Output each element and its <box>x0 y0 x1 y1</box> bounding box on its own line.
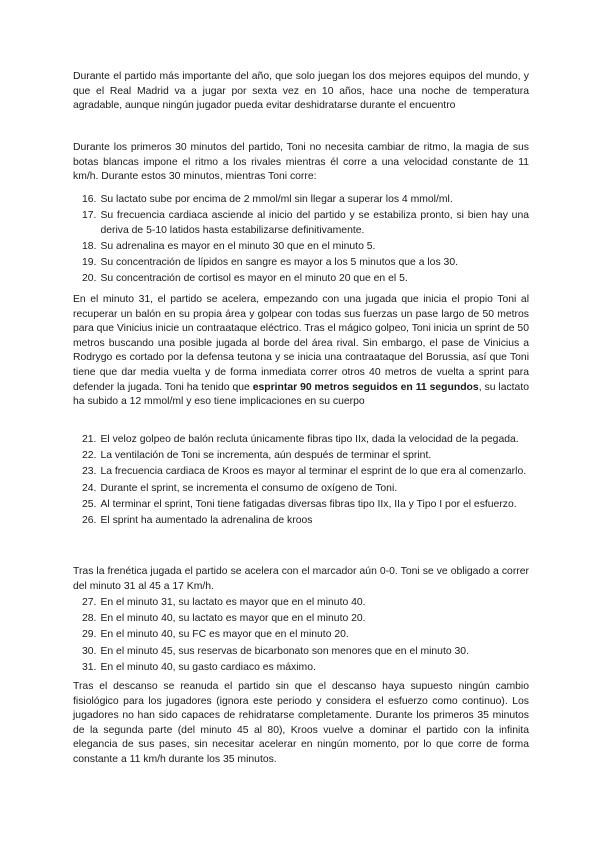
item-text: En el minuto 31, su lactato es mayor que en el minuto 40. <box>100 597 366 608</box>
item-text: Al terminar el sprint, Toni tiene fatigadas diversas fibras tipo IIx, IIa y Tipo I por el esfuerzo. <box>100 498 517 510</box>
paragraph-first-30-minutes: Durante los primeros 30 minutos del partido, Toni no necesita cambiar de ritmo, la magia de sus botas blancas impone el ritmo a los rivales mientras él corre a una velocidad constante de 11 km/h. Durante estos 30 minutos, mientras Toni corre: <box>73 142 529 183</box>
item-number: 31. <box>82 661 97 673</box>
list-item <box>73 209 529 238</box>
paragraph-minute-31-45: Tras la frenética jugada el partido se acelera con el marcador aún 0-0. Toni se ve obligado a correr del minuto 31 al 45 a 17 Km/h. <box>73 566 529 592</box>
item-number: 30. <box>82 645 97 657</box>
list-item <box>73 272 529 287</box>
paragraph-minute-31 <box>73 293 529 410</box>
item-text: Durante el sprint, se incrementa el consumo de oxígeno de Toni. <box>100 482 398 494</box>
question-list-16-20 <box>73 193 529 289</box>
item-number: 23. <box>82 466 97 478</box>
item-text: En el minuto 45, sus reservas de bicarbonato son menores que en el minuto 30. <box>100 645 469 657</box>
item-number: 17. <box>82 210 97 222</box>
item-number: 21. <box>82 434 97 445</box>
paragraph-intro: Durante el partido más importante del año, que solo juegan los dos mejores equipos del mundo, y que el Real Madrid va a jugar por sexta vez en 10 años, hace una noche de temperatura agradable, aunque ningún jugador pueda evitar deshidratarse durante el encuentro <box>73 71 529 112</box>
list-item <box>73 596 529 611</box>
question-list-21-26 <box>73 433 529 530</box>
item-text: La ventilación de Toni se incrementa, aún después de terminar el sprint. <box>100 450 432 462</box>
paragraph-second-half: Tras el descanso se reanuda el partido sin que el descanso haya supuesto ningún cambio fisiológico para los jugadores (ignora este periodo y considera el esfuerzo como continuo). Los jugadores no han sido capaces de rehidratarse completamente. Durante los primeros 35 minutos de la segunda parte (del minuto 45 al 80), Kroos vuelve a dominar el partido con la infinita elegancia de sus pases, sin necesitar acelerar en ningún momento, por lo que corre de forma constante a 11 km/h durante los 35 minutos. <box>73 681 529 765</box>
item-text: El sprint ha aumentado la adrenalina de kroos <box>100 514 313 526</box>
item-text: Su frecuencia cardiaca asciende al inicio del partido y se estabiliza pronto, si bien hay una deriva de 5-10 latidos hasta estabilizarse definitivamente. <box>100 210 529 236</box>
list-item <box>73 645 529 660</box>
list-item <box>73 240 529 255</box>
list-item <box>73 433 529 448</box>
item-number: 26. <box>82 514 97 526</box>
item-text: Su lactato sube por encima de 2 mmol/ml sin llegar a superar los 4 mmol/ml. <box>100 194 453 205</box>
item-number: 19. <box>82 257 97 269</box>
list-item <box>73 193 529 208</box>
paragraph-text: , su lactato ha subido a 12 mmol/ml y eso tiene implicaciones en su cuerpo <box>73 381 529 408</box>
list-item <box>73 465 529 480</box>
list-item <box>73 628 529 643</box>
item-text: La frecuencia cardiaca de Kroos es mayor al terminar el esprint de lo que era al comenzarlo. <box>100 466 527 478</box>
item-number: 27. <box>82 597 97 608</box>
list-item <box>73 498 529 513</box>
list-item <box>73 661 529 676</box>
list-item <box>73 256 529 271</box>
item-number: 16. <box>82 194 97 205</box>
item-text: Su concentración de cortisol es mayor en el minuto 20 que en el 5. <box>100 273 408 285</box>
item-text: En el minuto 40, su lactato es mayor que en el minuto 20. <box>100 613 366 625</box>
paragraph-text: En el minuto 31, el partido se acelera, empezando con una jugada que inicia el propio Toni al recuperar un balón en su propia área y golpear con todas sus fuerzas un pase largo de 50 metros para que Vinicius inicie un contraataque eléctrico. Tras el mágico golpeo, Toni inicia un sprint de 50 metros buscando una posible jugada al borde del área rival. Sin embargo, el pase de Vinicius a Rodrygo es cortado por la defensa teutona y se inicia una contraataque del Borussia, así que Toni tiene que dar media vuelta y de forma inmediata correr otros 40 metros de vuelta a sprint para defender la jugada. Toni ha tenido que <box>73 294 529 393</box>
item-number: 29. <box>82 629 97 641</box>
item-text: Su adrenalina es mayor en el minuto 30 que en el minuto 5. <box>100 240 376 252</box>
item-number: 20. <box>82 273 97 285</box>
list-item <box>73 514 529 529</box>
list-item <box>73 449 529 464</box>
item-text: El veloz golpeo de balón recluta únicamente fibras tipo IIx, dada la velocidad de la pegada. <box>100 434 519 445</box>
item-number: 25. <box>82 498 97 510</box>
question-list-27-31 <box>73 596 529 677</box>
item-text: Su concentración de lípidos en sangre es mayor a los 5 minutos que a los 30. <box>100 257 458 269</box>
list-item <box>73 612 529 627</box>
list-item <box>73 482 529 497</box>
bold-emphasis: esprintar 90 metros seguidos en 11 segundos <box>252 381 479 393</box>
item-text: En el minuto 40, su FC es mayor que en el minuto 20. <box>100 629 349 641</box>
item-number: 22. <box>82 450 97 462</box>
item-number: 18. <box>82 240 97 252</box>
item-text: En el minuto 40, su gasto cardiaco es máximo. <box>100 661 316 673</box>
item-number: 28. <box>82 613 97 625</box>
item-number: 24. <box>82 482 97 494</box>
